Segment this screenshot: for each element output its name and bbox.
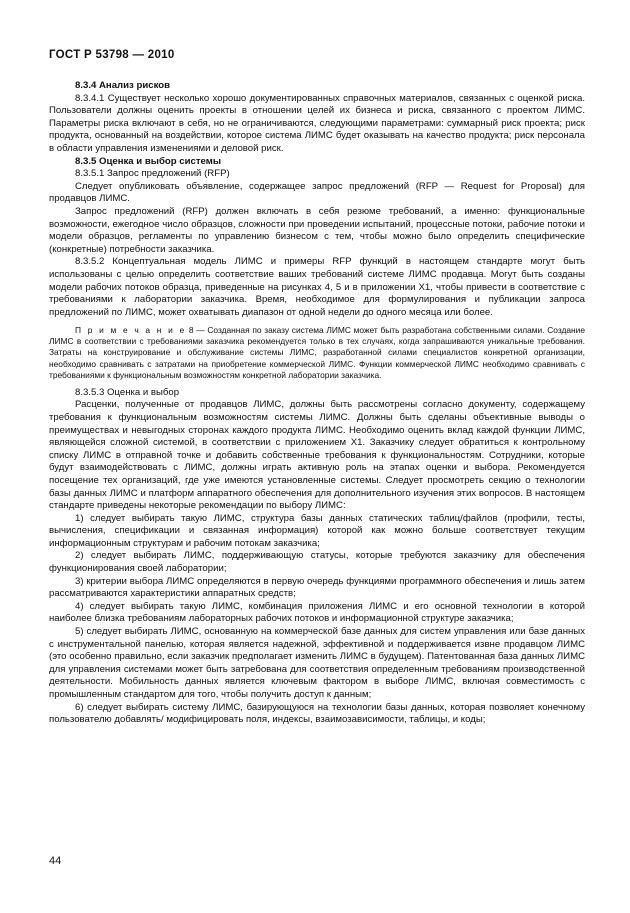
document-body [49, 80, 585, 727]
note-label: П р и м е ч а н и е [75, 325, 187, 336]
page-number: 44 [49, 855, 62, 867]
paragraph-8-3-5-2: 8.3.5.2 Концептуальная модель ЛИМС и примеры RFP функций в настоящем стандарте могут быть использованы с целью определить соответствие ваших требований системе ЛИМС продавца. Могут быть созданы модели рабочих потоков образца, приведенные на рисунках 4, 5 и в приложении Х1, чтобы привести в соответствие с требованиями к лаборатории заказчика. Время, необходимое для формулирования и публикации запроса предложений по ЛИМС, может охватывать диапазон от одной недели до одного месяца или более. [49, 256, 585, 318]
paragraph-rfp-announcement: Следует опубликовать объявление, содержащее запрос предложений (RFP — Request for Proposal) для продавцов ЛИМС. [49, 180, 585, 205]
section-heading-system-selection: 8.3.5 Оценка и выбор системы [75, 155, 222, 167]
list-item-5: 5) следует выбирать ЛИМС, основанную на коммерческой базе данных для систем управления или базе данных с инструментальной панелью, которая является надежной, эффективной и поддерживается извне продавцом ЛИМС (это особенно правильно, если заказчик предполагает изменить ЛИМС в будущем). Патентованная база данных ЛИМС для управления системами может быть затребована для соответствия определенным требованиям производственной деятельности. Мобильность данных является ключевым фактором в выборе ЛИМС, включая совместимость с промышленным стандартом для того, чтобы получить доступ к данным; [49, 626, 585, 700]
note-text: 8 — Созданная по заказу система ЛИМС может быть разработана собственными силами. Создание ЛИМС в соответствии с требованиями заказчика рекомендуется только в тех случаях, когда запрашиваются уникальные требования. Затраты на конструирование и обслуживание системы ЛИМС, разработанной силами специалистов конкретной организации, необходимо сравнивать с затратами на приобретение коммерческой ЛИМС. Функции коммерческой ЛИМС необходимо сравнивать с требованиями к функциональным возможностям конкретной лаборатории заказчика. [49, 325, 586, 380]
note-8 [49, 325, 585, 380]
list-item-1: 1) следует выбирать такую ЛИМС, структура базы данных статических таблиц/файлов (профили, тесты, вычисления, спецификации и связанная информация) которой как можно больше соответствует текущим информационным структурам и рабочим потокам заказчика; [49, 512, 585, 549]
paragraph-8-3-4-1: 8.3.4.1 Существует несколько хорошо документированных справочных материалов, связанных с оценкой риска. Пользователи должны оценить проекты в отношении целей их бизнеса и риска, связанного с проектом ЛИМС. Параметры риска включают в себя, но не ограничиваются, следующими параметрами: суммарный риск проекта; риск продукта, основанный на воздействии, которое система ЛИМС будет оказывать на качество продукта; риск персонала в области управления изменениями и деловой риск. [49, 92, 585, 154]
paragraph-rfp-contents: Запрос предложений (RFP) должен включать в себя резюме требований, а именно: функциональные возможности, ежегодное число образцов, сложности при проведении испытаний, процессные потоки, рабочие потоки и модели образцов, регламенты по управлению бизнесом с тем, чтобы можно было определить специфические (конкретные) потребности заказчика. [49, 205, 585, 255]
subsection-heading-rfp: 8.3.5.1 Запрос предложений (RFP) [75, 168, 230, 180]
paragraph-evaluation: Расценки, полученные от продавцов ЛИМС, должны быть рассмотрены согласно документу, содержащему требования к функциональным возможностям системы ЛИМС. Должны быть сделаны объективные выводы о преимуществах и невыгодных сторонах каждого продукта ЛИМС. Необходимо оценить вклад каждой функции ЛИМС, являющейся сложной системой, в соответствии с приложением Х1. Заказчику следует обратиться к контрольному списку ЛИМС в отправной точке и добавить собственные требования к функциональностям. Сотрудники, которые будут взаимодействовать с ЛИМС, должны играть активную роль на этапах оценки и выбора. Рекомендуется посещение тех организаций, где уже имеются установленные системы. Следует просмотреть секцию о технологии базы данных ЛИМС и платформ аппаратного обеспечения для дополнительного изучения этих вопросов. В настоящем стандарте приведены некоторые рекомендации по выбору ЛИМС: [49, 399, 585, 512]
list-item-2: 2) следует выбирать ЛИМС, поддерживающую статусы, которые требуются заказчику для обеспечения функционирования своей лаборатории; [49, 550, 585, 575]
subsection-heading-evaluation: 8.3.5.3 Оценка и выбор [75, 386, 180, 398]
list-item-6: 6) следует выбирать систему ЛИМС, базирующуюся на технологии базы данных, которая позволяет конечному пользователю добавлять/ модифицировать поля, индексы, взаимозависимости, таблицы, и коды; [49, 701, 585, 726]
list-item-4: 4) следует выбирать такую ЛИМС, комбинация приложения ЛИМС и его основной технологии в которой наиболее близка требованиям лабораторных рабочих потоков и информационной структуре заказчика; [49, 600, 585, 625]
list-item-3: 3) критерии выбора ЛИМС определяются в первую очередь функциями программного обеспечения и лишь затем рассматриваются характеристики аппаратных средств; [49, 575, 585, 600]
document-header: ГОСТ Р 53798 — 2010 [49, 49, 175, 61]
section-heading-risk-analysis: 8.3.4 Анализ рисков [75, 80, 171, 91]
